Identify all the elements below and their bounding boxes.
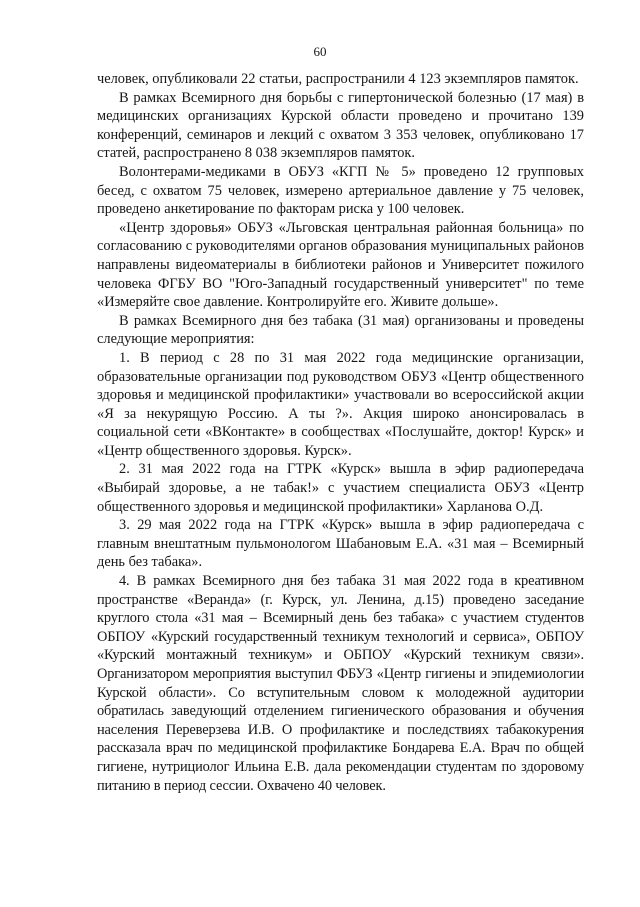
page-number: 60	[313, 44, 327, 59]
paragraph-hypertension-day: В рамках Всемирного дня борьбы с гипертонической болезнью (17 мая) в медицинских организациях Курской области проведено и прочитано 139 конференций, семинаров и лекций с охватом 3 353 человек, опубликовано 17 статей, распространено 8 038 экземпляров памяток.	[97, 89, 584, 162]
list-item-4: 4. В рамках Всемирного дня без табака 31 мая 2022 года в креативном пространстве «Веранда» (г. Курск, ул. Ленина, д.15) проведено заседание круглого стола «31 мая – Всемирный день без табака» с участием студентов ОБПОУ «Курский государственный техникум технологий и сервиса», ОБПОУ «Курский монтажный техникум» и ОБПОУ «Курский техникум связи». Организатором мероприятия выступил ФБУЗ «Центр гигиены и эпидемиологии Курской области». Со вступительным словом к молодежной аудитории обратилась заведующий отделением гигиенического образования и обучения населения Переверзева И.В. О профилактике и последствиях табакокурения рассказала врач по медицинской профилактике Бондарева Е.А. Врач по общей гигиене, нутрициолог Ильина Е.В. дала рекомендации студентам по здоровому питанию в период сессии. Охвачено 40 человек.	[97, 573, 584, 794]
paragraph-health-center: «Центр здоровья» ОБУЗ «Льговская центральная районная больница» по согласованию с руководителями органов образования муниципальных районов направлены видеоматериалы в библиотеки районов и Университет пожилого человека ФГБУ ВО "Юго-Западный государственный университет" по теме «Измеряйте свое давление. Контролируйте его. Живите дольше».	[97, 219, 584, 311]
body-text	[97, 70, 584, 795]
list-item-3: 3. 29 мая 2022 года на ГТРК «Курск» вышла в эфир радиопередача с главным внештатным пульмонологом Шабановым Е.А. «31 мая – Всемирный день без табака».	[97, 517, 584, 571]
paragraph-no-tobacco-intro: В рамках Всемирного дня без табака (31 мая) организованы и проведены следующие мероприятия:	[97, 312, 584, 348]
list-item-1: 1. В период с 28 по 31 мая 2022 года медицинские организации, образовательные организации под руководством ОБУЗ «Центр общественного здоровья и медицинской профилактики» участвовали во всероссийской акции «Я за некурящую Россию. А ты ?». Акция широко анонсировалась в социальной сети «ВКонтакте» в сообществах «Послушайте, доктор! Курск» и «Центр общественного здоровья. Курск».	[97, 349, 584, 459]
list-item-2: 2. 31 мая 2022 года на ГТРК «Курск» вышла в эфир радиопередача «Выбирай здоровье, а не табак!» с участием специалиста ОБУЗ «Центр общественного здоровья и медицинской профилактики» Харланова О.Д.	[97, 461, 584, 515]
paragraph-continuation: человек, опубликовали 22 статьи, распространили 4 123 экземпляров памяток.	[97, 71, 579, 87]
paragraph-volunteers: Волонтерами-медиками в ОБУЗ «КГП № 5» проведено 12 групповых бесед, с охватом 75 человек, измерено артериальное давление у 75 человек, проведено анкетирование по факторам риска у 100 человек.	[97, 163, 584, 218]
